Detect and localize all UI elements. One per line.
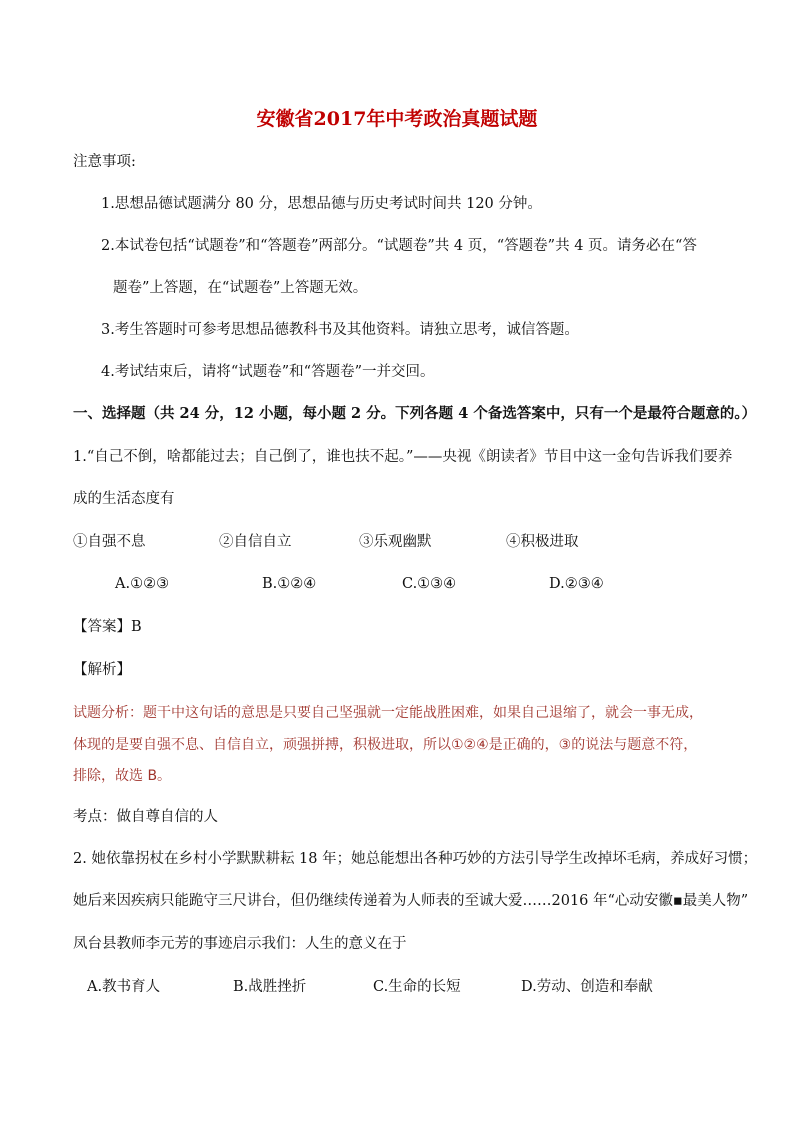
q1-stem-line-1: 1.“自己不倒，啥都能过去；自己倒了，谁也扶不起。”——央视《朗读者》节目中这一金句告诉我们要养 (73, 449, 733, 465)
document-title: 安徽省2017年中考政治真题试题 (256, 108, 538, 130)
q1-analysis-label: 【解析】 (73, 662, 131, 678)
q2-stem-line-3: 凤台县教师李元芳的事迹启示我们：人生的意义在于 (73, 936, 407, 952)
q1-option-d: D.②③④ (549, 576, 604, 592)
q1-statement-1: ①自强不息 (73, 534, 146, 550)
notice-heading: 注意事项: (73, 154, 136, 170)
q1-knowledge-point: 考点：做自尊自信的人 (73, 809, 218, 825)
q1-option-c: C.①③④ (402, 576, 457, 592)
q1-analysis-line-3: 排除，故选 B。 (73, 768, 172, 784)
q1-statement-2: ②自信自立 (219, 534, 292, 550)
q1-stem-line-2: 成的生活态度有 (73, 491, 175, 507)
notice-item-2-cont: 题卷”上答题，在“试题卷”上答题无效。 (113, 280, 368, 296)
q2-option-d: D.劳动、创造和奉献 (521, 979, 653, 995)
q2-option-b: B.战胜挫折 (233, 979, 307, 995)
q2-option-a: A.教书育人 (87, 979, 161, 995)
q1-analysis-line-2: 体现的是要自强不息、自信自立，顽强拼搏，积极进取，所以①②④是正确的，③的说法与题意不符， (73, 737, 698, 753)
notice-item-2: 2.本试卷包括“试题卷”和“答题卷”两部分。“试题卷”共 4 页，“答题卷”共 4 页。请务必在“答 (101, 238, 697, 254)
q1-answer: 【答案】B (73, 619, 142, 635)
notice-item-1: 1.思想品德试题满分 80 分，思想品德与历史考试时间共 120 分钟。 (101, 196, 542, 212)
q1-statement-4: ④积极进取 (506, 534, 579, 550)
q2-stem-line-1: 2. 她依靠拐杖在乡村小学默默耕耘 18 年；她总能想出各种巧妙的方法引导学生改掉坏毛病，养成好习惯； (73, 851, 758, 867)
q1-analysis-line-1: 试题分析：题干中这句话的意思是只要自己坚强就一定能战胜困难，如果自己退缩了，就会一事无成， (73, 705, 703, 721)
q1-option-b: B.①②④ (262, 576, 317, 592)
notice-item-3: 3.考生答题时可参考思想品德教科书及其他资料。请独立思考，诚信答题。 (101, 322, 579, 338)
section-heading: 一、选择题（共 24 分，12 小题，每小题 2 分。下列各题 4 个备选答案中，只有一个是最符合题意的。） (73, 405, 757, 422)
notice-item-4: 4.考试结束后，请将“试题卷”和“答题卷”一并交回。 (101, 364, 435, 380)
q2-option-c: C.生命的长短 (373, 979, 461, 995)
q1-option-a: A.①②③ (115, 576, 170, 592)
q2-stem-line-2: 她后来因疾病只能跪守三尺讲台，但仍继续传递着为人师表的至诚大爱……2016 年“心动安徽▪最美人物” (73, 893, 749, 909)
q1-statement-3: ③乐观幽默 (359, 534, 432, 550)
